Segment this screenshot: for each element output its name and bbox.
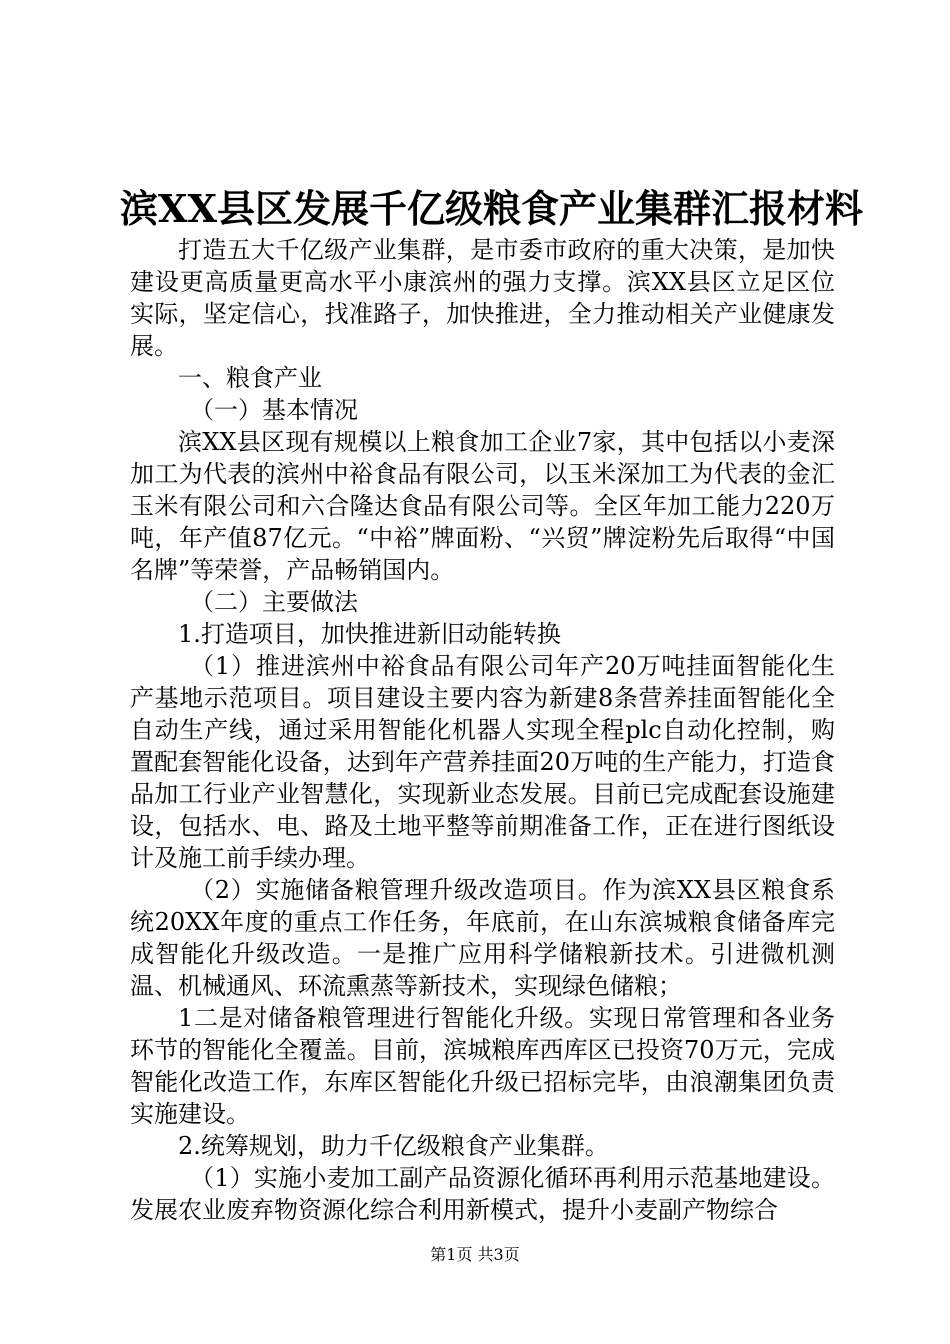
item-heading: 2.统筹规划，助力千亿级粮食产业集群。: [178, 1132, 609, 1160]
page-footer: 第1页 共3页: [430, 1245, 520, 1264]
paragraph-project-2-cont: 1二是对储备粮管理进行智能化升级。实现日常管理和各业务环节的智能化全覆盖。目前，滨城粮库西库区已投资70万元，完成智能化改造工作，东库区智能化升级已招标完毕，由浪潮集团负责实施建设。: [130, 1004, 835, 1128]
section-heading: 一、粮食产业: [178, 364, 322, 392]
paragraph-project-3: （1）实施小麦加工副产品资源化循环再利用示范基地建设。发展农业废弃物资源化综合利用新模式，提升小麦副产物综合: [130, 1164, 835, 1224]
item-heading: 1.打造项目，加快推进新旧动能转换: [178, 620, 561, 648]
subsection-heading: （一）基本情况: [190, 396, 358, 424]
paragraph-project-1: （1）推进滨州中裕食品有限公司年产20万吨挂面智能化生产基地示范项目。项目建设主要内容为新建8条营养挂面智能化全自动生产线，通过采用智能化机器人实现全程plc自动化控制，购置配套智能化设备，达到年产营养挂面20万吨的生产能力，打造食品加工行业产业智慧化，实现新业态发展。目前已完成配套设施建设，包括水、电、路及土地平整等前期准备工作，正在进行图纸设计及施工前手续办理。: [130, 652, 835, 872]
paragraph-project-2: （2）实施储备粮管理升级改造项目。作为滨XX县区粮食系统20XX年度的重点工作任务，年底前，在山东滨城粮食储备库完成智能化升级改造。一是推广应用科学储粮新技术。引进微机测温、机械通风、环流熏蒸等新技术，实现绿色储粮；: [130, 876, 835, 1000]
paragraph-basic-situation: 滨XX县区现有规模以上粮食加工企业7家，其中包括以小麦深加工为代表的滨州中裕食品有限公司，以玉米深加工为代表的金汇玉米有限公司和六合隆达食品有限公司等。全区年加工能力220万吨，年产值87亿元。“中裕”牌面粉、“兴贸”牌淀粉先后取得“中国名牌”等荣誉，产品畅销国内。: [130, 428, 835, 584]
document-body: [130, 234, 835, 1226]
paragraph-intro: 打造五大千亿级产业集群，是市委市政府的重大决策，是加快建设更高质量更高水平小康滨州的强力支撑。滨XX县区立足区位实际，坚定信心，找准路子，加快推进，全力推动相关产业健康发展。: [130, 236, 835, 360]
subsection-heading: （二）主要做法: [190, 588, 358, 616]
document-title: 滨XX县区发展千亿级粮食产业集群汇报材料: [120, 186, 863, 231]
